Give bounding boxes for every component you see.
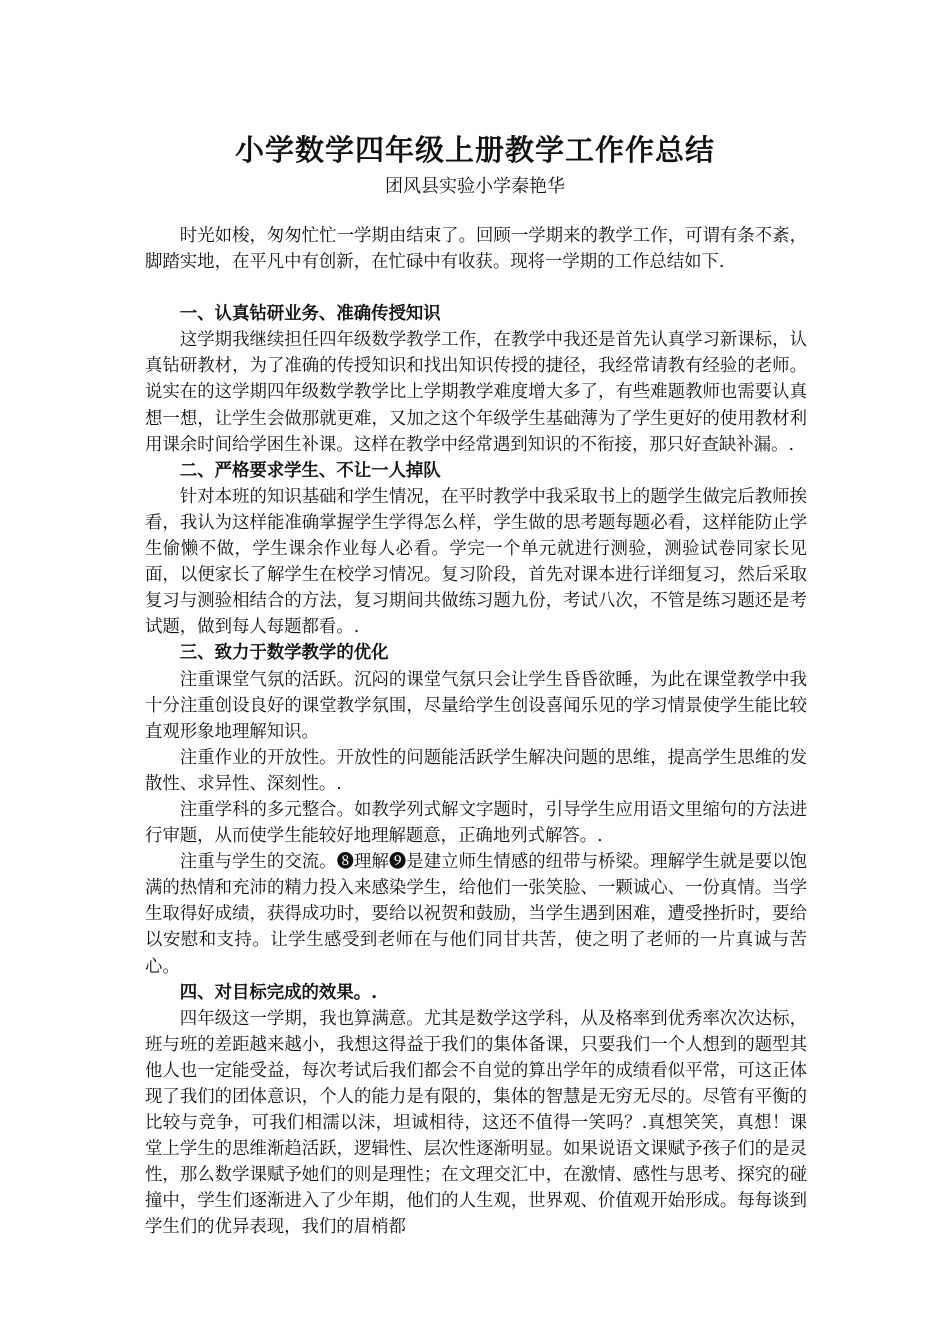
- section-1-paragraph-1: 这学期我继续担任四年级数学教学工作，在教学中我还是首先认真学习新课标，认真钻研教材，为了准确的传授知识和找出知识传授的捷径，我经常请教有经验的老师。说实在的这学期四年级数学教学比上学期教学难度增大多了，有些难题教师也需要认真想一想，让学生会做那就更难，又加之这个年级学生基础薄为了学生更好的使用教材利用课余时间给学困生补课。这样在教学中经常遇到知识的不衔接，那只好查缺补漏。.: [145, 330, 807, 455]
- section-3-paragraph-3: 注重学科的多元整合。如教学列式解文字题时，引导学生应用语文里缩句的方法进行审题，从而使学生能较好地理解题意，正确地列式解答。.: [145, 799, 807, 847]
- document-title: 小学数学四年级上册教学工作作总结: [234, 133, 715, 167]
- section-heading-2: 二、严格要求学生、不让一人掉队: [179, 460, 441, 481]
- section-3-paragraph-4: 注重与学生的交流。❽理解❾是建立师生情感的纽带与桥梁。理解学生就是要以饱满的热情和充沛的精力投入来感染学生，给他们一张笑脸、一颗诚心、一份真情。当学生取得好成绩，获得成功时，要给以祝贺和鼓励，当学生遇到困难，遭受挫折时，要给以安慰和支持。让学生感受到老师在与他们同甘共苦，使之明了老师的一片真诚与苦心。: [145, 852, 807, 977]
- author-line: 团风县实验小学秦艳华: [385, 176, 565, 197]
- section-heading-4: 四、对目标完成的效果。.: [179, 982, 378, 1003]
- section-heading-3: 三、致力于数学教学的优化: [179, 643, 389, 664]
- section-4-paragraph-1: 四年级这一学期，我也算满意。尤其是数学这学科，从及格率到优秀率次次达标，班与班的差距越来越小，我想这得益于我们的集体备课，只要我们一个人想到的题型其他人也一定能受益，每次考试后我们都会不自觉的算出学年的成绩看似平常，可这正体现了我们的团体意识，个人的能力是有限的，集体的智慧是无穷无尽的。尽管有平衡的比较与竞争，可我们相濡以沫，坦诚相待，这还不值得一笑吗？.真想笑笑，真想！课堂上学生的思维渐趋活跃，逻辑性、层次性逐渐明显。如果说语文课赋予孩子们的是灵性，那么数学课赋予她们的则是理性；在文理交汇中，在激情、感性与思考、探究的碰撞中，学生们逐渐进入了少年期，他们的人生观，世界观、价值观开始形成。每每谈到学生们的优异表现，我们的眉梢都: [145, 1008, 807, 1238]
- intro-paragraph: 时光如梭，匆匆忙忙一学期由结束了。回顾一学期来的教学工作，可谓有条不紊，脚踏实地，在平凡中有创新，在忙碌中有收获。现将一学期的工作总结如下.: [145, 226, 807, 273]
- section-heading-1: 一、认真钻研业务、准确传授知识: [179, 304, 441, 325]
- section-3-paragraph-2: 注重作业的开放性。开放性的问题能活跃学生解决问题的思维，提高学生思维的发散性、求异性、深刻性。.: [145, 747, 807, 794]
- document-body: [145, 223, 807, 1241]
- section-3-paragraph-1: 注重课堂气氛的活跃。沉闷的课堂气氛只会让学生昏昏欲睡，为此在课堂教学中我十分注重创设良好的课堂教学氛围，尽量给学生创设喜闻乐见的学习情景使学生能比较直观形象地理解知识。: [145, 669, 807, 742]
- section-2-paragraph-1: 针对本班的知识基础和学生情况，在平时教学中我采取书上的题学生做完后教师挨看，我认为这样能准确掌握学生学得怎么样，学生做的思考题每题必看，这样能防止学生偷懒不做，学生课余作业每人必看。学完一个单元就进行测验，测验试卷同家长见面，以便家长了解学生在校学习情况。复习阶段，首先对课本进行详细复习，然后采取复习与测验相结合的方法，复习期间共做练习题九份，考试八次，不管是练习题还是考试题，做到每人每题都看。.: [145, 486, 807, 638]
